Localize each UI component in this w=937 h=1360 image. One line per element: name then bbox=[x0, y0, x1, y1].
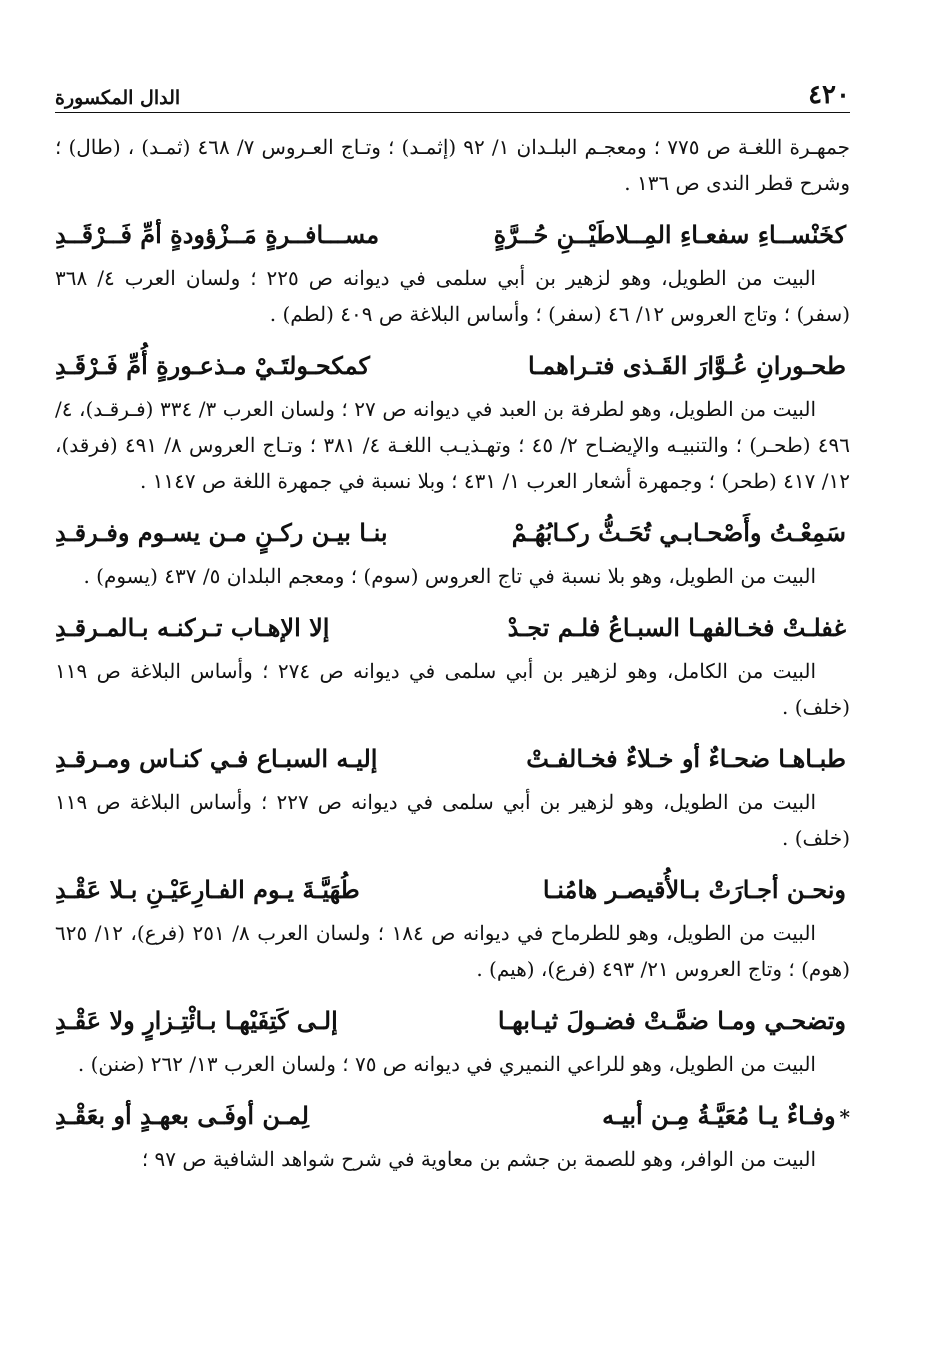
verse-entry bbox=[55, 1096, 850, 1177]
verse-first-hemistich bbox=[543, 870, 850, 911]
verse-entry bbox=[55, 1001, 850, 1082]
verse-first-hemistich bbox=[498, 1001, 850, 1042]
verse-first-text: طبـاهـا ضحـاءٌ أو خـلاءٌ فخـالفـتْ bbox=[526, 744, 846, 773]
verse-entry bbox=[55, 739, 850, 856]
verse-line bbox=[55, 608, 850, 649]
verse-line bbox=[55, 215, 850, 256]
verse-commentary: البيت من الطويل، وهو لزهير بن أبي سلمى في ديوانه ص ٢٢٧ ؛ وأساس البلاغة ص ١١٩ (خلف) . bbox=[55, 790, 850, 850]
intro-commentary: جمهـرة اللغـة ص ٧٧٥ ؛ ومعجـم البلـدان ١/ ٩٢ (إثمـد) ؛ وتـاج العـروس ٧/ ٤٦٨ (ثمـد) ، (طال) ؛ وشرح قطر الندى ص ١٣٦ . bbox=[55, 135, 850, 195]
verse-second-hemistich: لِمـن أوفَـى بعهـدٍ أو بعَقْـدِ bbox=[55, 1101, 309, 1130]
page-number: ٤٢٠ bbox=[808, 80, 850, 110]
verse-commentary: البيت من الوافر، وهو للصمة بن جشم بن معاوية في شرح شواهد الشافية ص ٩٧ ؛ bbox=[141, 1147, 816, 1171]
verse-line bbox=[55, 739, 850, 780]
verse-second-hemistich: كمكحـولتَـيْ مـذعـورةٍ أُمِّ فَـرْقَـدِ bbox=[55, 351, 370, 380]
page-header bbox=[55, 68, 850, 113]
running-title: الدال المكسورة bbox=[55, 87, 181, 109]
verse-first-text: وتضحـي ومـا ضمَّـتْ فضـولَ ثيـابهـا bbox=[497, 1006, 846, 1035]
verse-entry bbox=[55, 513, 850, 594]
verse-second-hemistich: بنـا بيـن ركـنٍ مـن يسـوم وفـرقـدِ bbox=[55, 518, 388, 547]
verse-line bbox=[55, 513, 850, 554]
verse-first-text: كخَنْســاءِ سفعـاءِ المِــلاطَيْــنِ حُــرَّةٍ bbox=[493, 220, 846, 249]
verse-commentary: البيت من الكامل، وهو لزهير بن أبي سلمى في ديوانه ص ٢٧٤ ؛ وأساس البلاغة ص ١١٩ (خلف) . bbox=[55, 659, 850, 719]
verse-entry bbox=[55, 870, 850, 987]
verse-first-hemistich bbox=[602, 1096, 850, 1137]
verse-second-hemistich: إليـه السبـاع فـي كنـاس ومـرقـدِ bbox=[55, 744, 378, 773]
verse-entry bbox=[55, 215, 850, 332]
verse-entry bbox=[55, 608, 850, 725]
verse-first-text: سَمِعْـتُ وأَصْحـابـي تُحَـثُّ ركـابُهُـمْ bbox=[511, 518, 846, 547]
verse-line bbox=[55, 870, 850, 911]
verse-first-text: ونحـن أجـارَتْ بـالأُقيصـر هامُنـا bbox=[542, 875, 846, 904]
verse-first-text: وفـاءٌ يـا مُعَيَّـةُ مِـن أبيـه bbox=[602, 1101, 836, 1130]
verse-first-hemistich bbox=[512, 513, 850, 554]
verse-line bbox=[55, 1001, 850, 1042]
verse-first-hemistich bbox=[526, 739, 850, 780]
verse-commentary: البيت من الطويل، وهو بلا نسبة في تاج العروس (سوم) ؛ ومعجم البلدان ٥/ ٤٣٧ (يسوم) . bbox=[83, 564, 816, 588]
verse-line bbox=[55, 1096, 850, 1137]
verse-second-hemistich: مســـافــرةٍ مَــزْؤودةٍ أمِّ فَــرْقَــدِ bbox=[55, 220, 380, 249]
verse-commentary: البيت من الطويل، وهو لزهير بن أبي سلمى في ديوانه ص ٢٢٥ ؛ ولسان العرب ٤/ ٣٦٨ (سفر) ؛ وتاج العروس ١٢/ ٤٦ (سفر) ؛ وأساس البلاغة ص ٤٠٩ (لطم) . bbox=[55, 266, 850, 326]
verse-first-text: طحـورانِ عُـوَّارَ القَـذى فتـراهمـا bbox=[527, 351, 846, 380]
verse-first-hemistich bbox=[508, 608, 850, 649]
verse-commentary: البيت من الطويل، وهو لطرفة بن العبد في ديوانه ص ٢٧ ؛ ولسان العرب ٣/ ٣٣٤ (فـرقـد)، ٤/ ٤٩٦ (طحـر) ؛ والتنبيـه والإيضـاح ٢/ ٤٥ ؛ وتهـذيـب اللغـة ٤/ ٣٨١ ؛ وتـاج العروس ٨/ ٤٩١ (فرقد)، ١٢/ ٤١٧ (طحر) ؛ وجمهرة أشعار العرب ١/ ٤٣١ ؛ وبلا نسبة في جمهرة اللغة ص ١١٤٧ . bbox=[55, 397, 850, 493]
verse-first-hemistich bbox=[494, 215, 850, 256]
verse-line bbox=[55, 346, 850, 387]
verse-marker: * bbox=[839, 1105, 850, 1129]
verse-first-text: غفلـتْ فخـالفهـا السبـاعُ فلـم تجـدْ bbox=[507, 613, 846, 642]
verse-second-hemistich: إلـى كَتِفَيْهـا بـائْتِـزارٍ ولا عَقْـدِ bbox=[55, 1006, 338, 1035]
verse-commentary: البيت من الطويل، وهو للراعي النميري في ديوانه ص ٧٥ ؛ ولسان العرب ١٣/ ٢٦٢ (ضنن) . bbox=[77, 1052, 816, 1076]
verse-second-hemistich: طُهَيَّـةَ يـوم الفـارِعَيْـنِ بـلا عَقْـدِ bbox=[55, 875, 360, 904]
verse-second-hemistich: إلا الإهـاب تـركنـه بـالمـرقـدِ bbox=[55, 613, 330, 642]
verse-first-hemistich bbox=[528, 346, 850, 387]
verse-commentary: البيت من الطويل، وهو للطرماح في ديوانه ص ١٨٤ ؛ ولسان العرب ٨/ ٢٥١ (فرع)، ١٢/ ٦٢٥ (هوم) ؛ وتاج العروس ٢١/ ٤٩٣ (فرع)، (هيم) . bbox=[55, 921, 850, 981]
page bbox=[55, 68, 850, 1185]
verse-entry bbox=[55, 346, 850, 499]
